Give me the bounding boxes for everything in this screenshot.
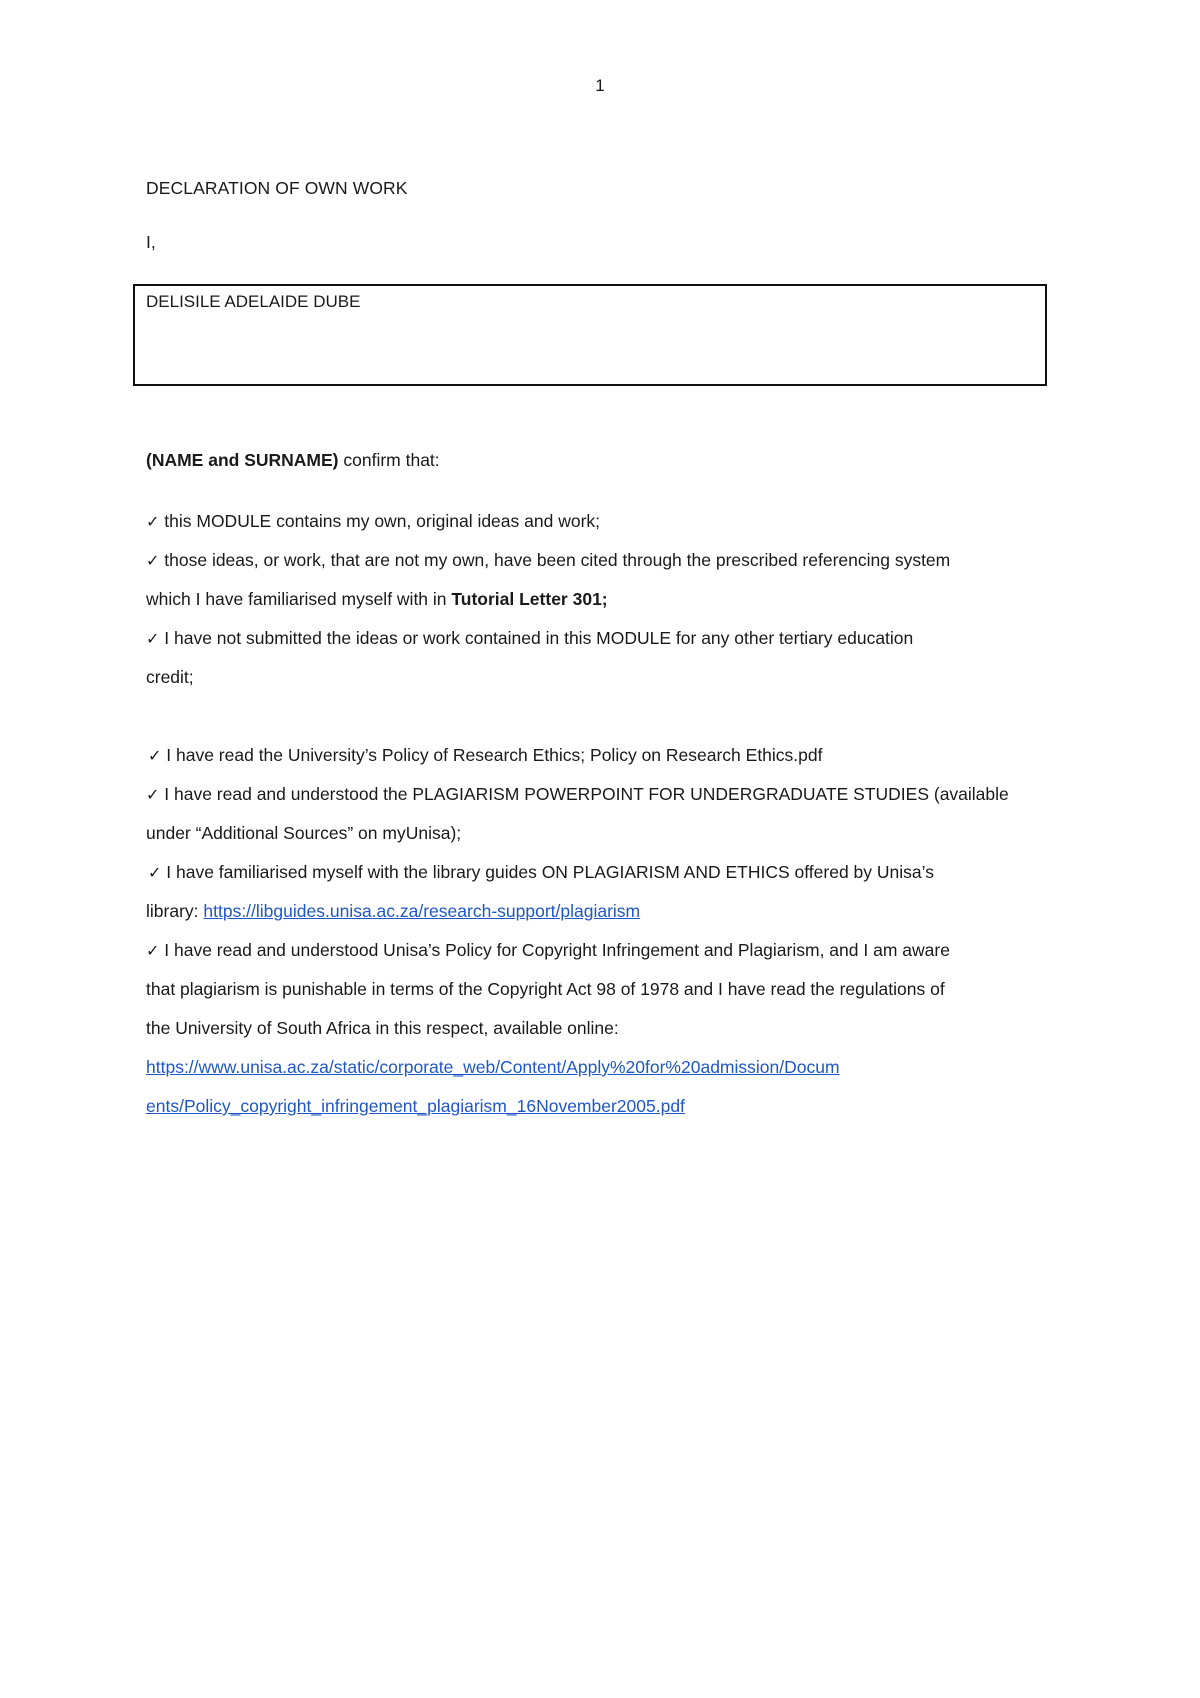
list-item-continuation <box>146 1009 1056 1048</box>
list-item <box>146 931 1056 970</box>
checkmark-icon: ✓ <box>146 512 160 531</box>
list-item-continuation <box>146 970 1056 1009</box>
item-text: I have not submitted the ideas or work contained in this MODULE for any other tertiary education <box>159 628 914 648</box>
checkmark-icon: ✓ <box>148 746 162 765</box>
declaration-content <box>146 176 1056 1116</box>
item-text: I have read the University’s Policy of Research Ethics; Policy on Research Ethics.pdf <box>161 745 823 765</box>
confirm-statement <box>146 448 1056 472</box>
item-text: those ideas, or work, that are not my own, have been cited through the prescribed referencing system <box>159 550 951 570</box>
item-text: which I have familiarised myself with in <box>146 589 452 609</box>
declaration-items <box>146 502 1056 1126</box>
list-item-continuation <box>146 580 1056 619</box>
name-box <box>133 284 1047 386</box>
name-surname-label: (NAME and SURNAME) <box>146 450 339 470</box>
intro-text: I, <box>146 232 156 252</box>
item-text: under “Additional Sources” on myUnisa); <box>146 823 462 843</box>
list-item <box>146 619 1056 658</box>
checkmark-icon: ✓ <box>146 941 160 960</box>
policy-link-part1[interactable]: https://www.unisa.ac.za/static/corporate_web/Content/Apply%20for%20admission/Docum <box>146 1057 840 1077</box>
list-item <box>146 541 1056 580</box>
tutorial-letter-ref: Tutorial Letter 301; <box>451 589 608 609</box>
list-item <box>146 736 1056 775</box>
list-item-continuation <box>146 892 1056 931</box>
list-item <box>146 775 1056 814</box>
item-text: that plagiarism is punishable in terms of the Copyright Act 98 of 1978 and I have read the regulations of <box>146 979 945 999</box>
confirm-text: confirm that: <box>338 450 440 470</box>
declaration-title: DECLARATION OF OWN WORK <box>146 178 408 198</box>
checkmark-icon: ✓ <box>148 863 162 882</box>
policy-link-part2[interactable]: ents/Policy_copyright_infringement_plagiarism_16November2005.pdf <box>146 1096 685 1116</box>
item-text: credit; <box>146 667 194 687</box>
list-item-continuation <box>146 1048 1056 1087</box>
checkmark-icon: ✓ <box>146 629 160 648</box>
list-item <box>146 853 1056 892</box>
item-text: I have read and understood Unisa’s Policy for Copyright Infringement and Plagiarism, and I am aware <box>159 940 950 960</box>
item-text: the University of South Africa in this respect, available online: <box>146 1018 619 1038</box>
checkmark-icon: ✓ <box>146 785 160 804</box>
item-text: I have read and understood the PLAGIARISM POWERPOINT FOR UNDERGRADUATE STUDIES (available <box>159 784 1009 804</box>
checkmark-icon: ✓ <box>146 551 160 570</box>
student-name: DELISILE ADELAIDE DUBE <box>146 292 361 311</box>
list-item-continuation <box>146 814 1056 853</box>
item-text: library: <box>146 901 204 921</box>
item-text: this MODULE contains my own, original ideas and work; <box>159 511 601 531</box>
item-text: I have familiarised myself with the library guides ON PLAGIARISM AND ETHICS offered by Unisa’s <box>161 862 934 882</box>
libguides-link[interactable]: https://libguides.unisa.ac.za/research-support/plagiarism <box>203 901 641 921</box>
list-item-continuation <box>146 1087 1056 1126</box>
page-number: 1 <box>595 76 605 95</box>
list-item <box>146 502 1056 541</box>
list-item-continuation <box>146 658 1056 697</box>
